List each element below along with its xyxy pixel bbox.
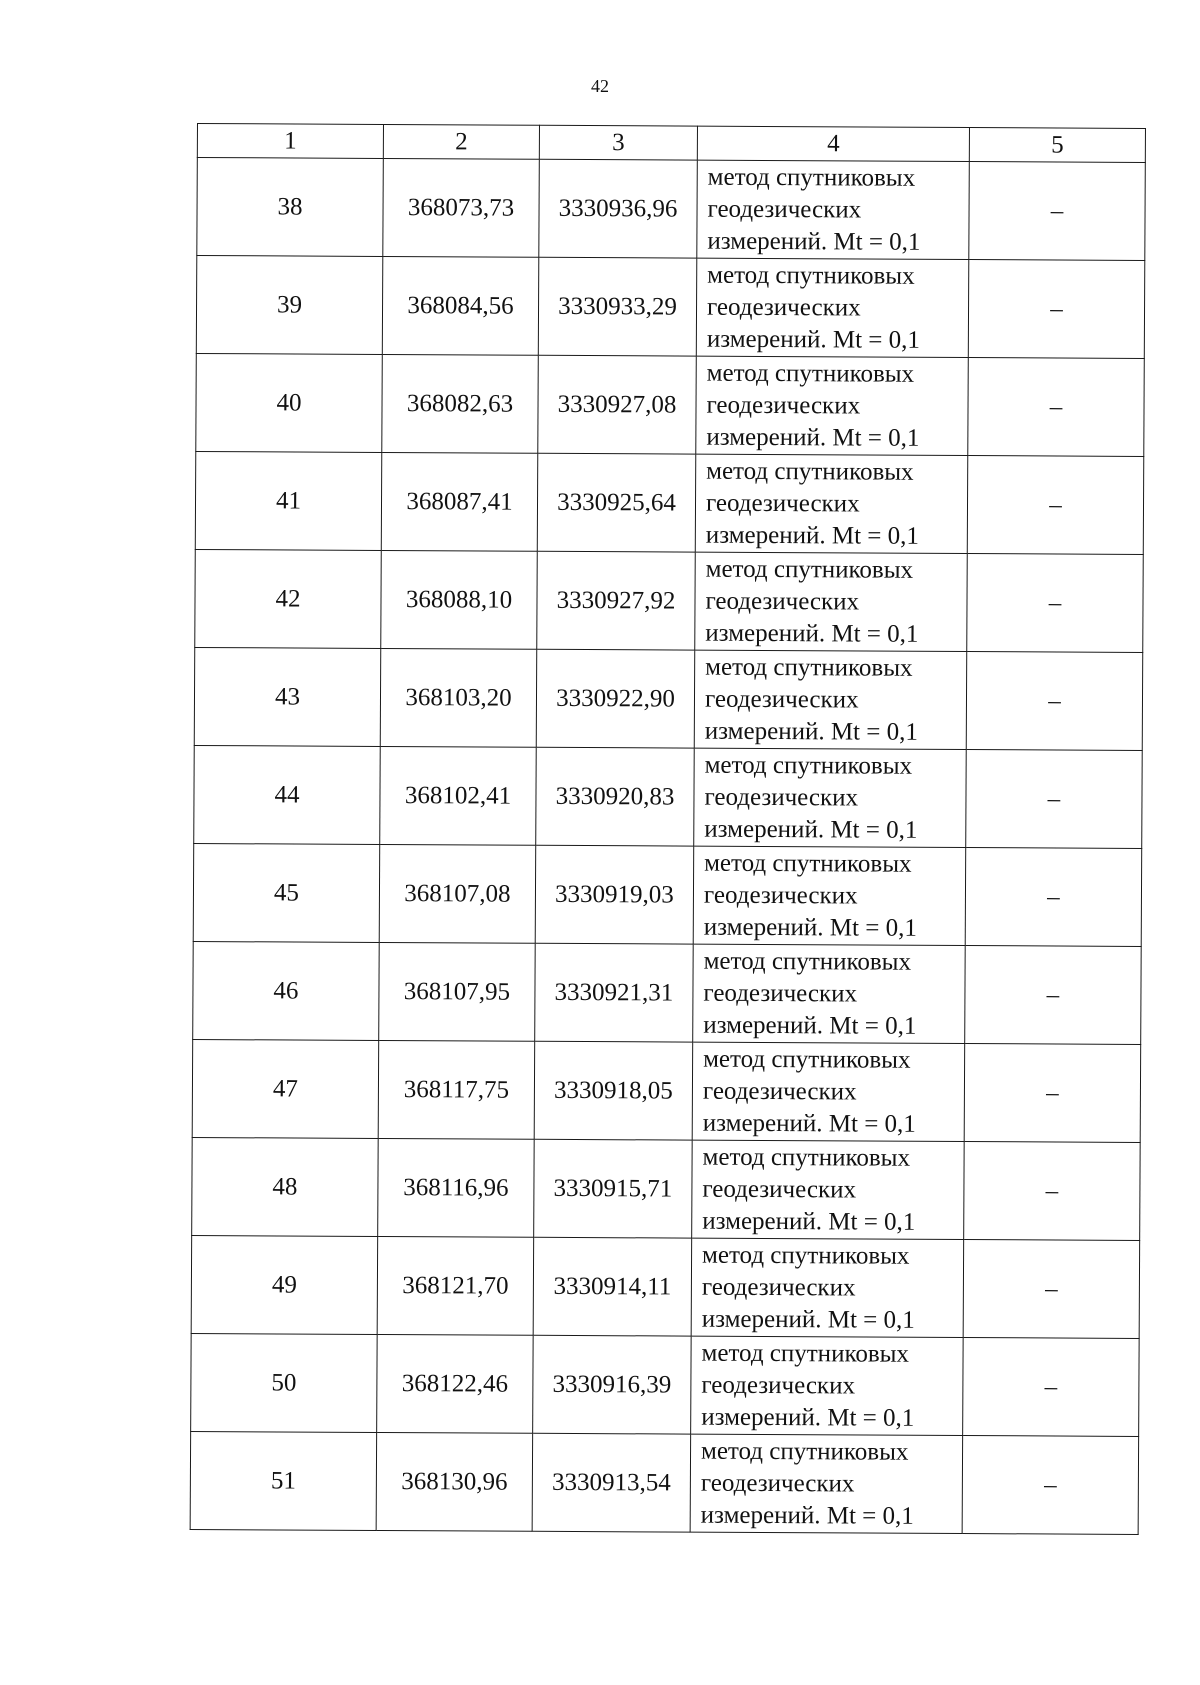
y-coordinate-cell: 3330918,05 [534, 1041, 693, 1140]
note-cell: – [964, 1142, 1141, 1241]
method-line: геодезических [704, 685, 859, 713]
table-row [191, 1333, 1140, 1436]
method-cell [696, 258, 969, 357]
y-coordinate-cell: 3330933,29 [538, 257, 697, 356]
column-header-5: 5 [969, 128, 1145, 163]
method-line: измерений. Mt = 0,1 [700, 1501, 914, 1530]
note-cell: – [968, 358, 1145, 457]
x-coordinate-cell: 368088,10 [381, 550, 538, 649]
note-cell: – [967, 554, 1144, 653]
table-row [192, 1039, 1141, 1142]
method-cell [695, 454, 968, 553]
method-line: геодезических [703, 979, 858, 1007]
x-coordinate-cell: 368121,70 [377, 1236, 534, 1335]
method-line: измерений. Mt = 0,1 [703, 1011, 917, 1040]
method-cell [695, 552, 968, 651]
note-cell: – [967, 456, 1144, 555]
method-line: измерений. Mt = 0,1 [706, 325, 921, 354]
note-cell: – [965, 848, 1142, 947]
table-row [196, 353, 1145, 456]
method-line: метод спутниковых [700, 1437, 909, 1466]
y-coordinate-cell: 3330914,11 [533, 1237, 692, 1336]
note-cell: – [963, 1240, 1140, 1339]
method-line: измерений. Mt = 0,1 [703, 913, 917, 942]
method-line: геодезических [703, 881, 858, 909]
method-line: метод спутниковых [702, 1143, 911, 1172]
table-row [190, 1431, 1139, 1534]
method-line: метод спутниковых [707, 163, 916, 192]
method-line: измерений. Mt = 0,1 [704, 815, 918, 844]
method-line: измерений. Mt = 0,1 [705, 619, 919, 648]
x-coordinate-cell: 368122,46 [377, 1334, 534, 1433]
method-line: измерений. Mt = 0,1 [704, 717, 918, 746]
table-row [195, 451, 1144, 554]
y-coordinate-cell: 3330919,03 [535, 845, 694, 944]
method-cell [694, 748, 967, 847]
point-number-cell: 39 [196, 256, 383, 355]
x-coordinate-cell: 368117,75 [378, 1040, 535, 1139]
method-line: геодезических [707, 195, 862, 223]
method-line: геодезических [705, 489, 860, 517]
method-line: геодезических [704, 783, 859, 811]
note-cell: – [966, 750, 1143, 849]
method-cell [691, 1238, 964, 1337]
y-coordinate-cell: 3330920,83 [536, 747, 695, 846]
note-cell: – [964, 1044, 1141, 1143]
point-number-cell: 43 [194, 647, 381, 746]
table-header [197, 124, 1145, 163]
method-line: геодезических [701, 1273, 856, 1301]
method-line: измерений. Mt = 0,1 [705, 521, 919, 550]
method-line: метод спутниковых [701, 1339, 910, 1368]
table-row [197, 158, 1146, 261]
column-header-1: 1 [197, 124, 383, 159]
x-coordinate-cell: 368107,08 [379, 844, 536, 943]
method-line: метод спутниковых [705, 653, 913, 682]
note-cell: – [966, 652, 1143, 751]
note-cell: – [968, 260, 1145, 359]
y-coordinate-cell: 3330916,39 [533, 1335, 692, 1434]
y-coordinate-cell: 3330925,64 [537, 453, 696, 552]
column-header-2: 2 [383, 124, 539, 159]
note-cell: – [962, 1436, 1139, 1535]
point-number-cell: 47 [192, 1039, 379, 1138]
x-coordinate-cell: 368073,73 [383, 158, 540, 257]
point-number-cell: 38 [197, 158, 384, 257]
x-coordinate-cell: 368107,95 [379, 942, 536, 1041]
x-coordinate-cell: 368102,41 [380, 746, 537, 845]
point-number-cell: 48 [192, 1137, 379, 1236]
y-coordinate-cell: 3330927,92 [537, 551, 696, 650]
x-coordinate-cell: 368084,56 [382, 256, 539, 355]
x-coordinate-cell: 368130,96 [376, 1432, 533, 1531]
header-row [197, 124, 1145, 163]
table-body [190, 158, 1145, 1535]
x-coordinate-cell: 368082,63 [382, 354, 539, 453]
point-number-cell: 41 [195, 451, 382, 550]
method-line: метод спутниковых [704, 751, 913, 780]
table-row [192, 1137, 1141, 1240]
x-coordinate-cell: 368103,20 [380, 648, 537, 747]
point-number-cell: 42 [195, 549, 382, 648]
method-cell [692, 1140, 965, 1239]
method-line: метод спутниковых [707, 261, 915, 290]
method-cell [697, 160, 970, 259]
method-cell [691, 1336, 964, 1435]
method-line: метод спутниковых [703, 1045, 911, 1074]
table-row [194, 647, 1143, 750]
y-coordinate-cell: 3330922,90 [536, 649, 695, 748]
method-line: метод спутниковых [706, 457, 914, 486]
point-number-cell: 51 [190, 1431, 377, 1530]
method-cell [692, 1042, 965, 1141]
table-row [196, 256, 1145, 359]
y-coordinate-cell: 3330927,08 [538, 355, 697, 454]
method-line: измерений. Mt = 0,1 [701, 1403, 915, 1432]
y-coordinate-cell: 3330936,96 [539, 159, 698, 258]
method-line: метод спутниковых [706, 359, 915, 388]
y-coordinate-cell: 3330921,31 [535, 943, 694, 1042]
page-number: 42 [591, 76, 609, 96]
table-row [193, 941, 1142, 1044]
method-line: измерений. Mt = 0,1 [702, 1207, 916, 1236]
method-line: геодезических [701, 1371, 856, 1399]
point-number-cell: 46 [193, 941, 380, 1040]
method-cell [690, 1434, 963, 1533]
method-line: геодезических [700, 1469, 855, 1497]
y-coordinate-cell: 3330915,71 [534, 1139, 693, 1238]
note-cell: – [965, 946, 1142, 1045]
point-number-cell: 50 [191, 1333, 378, 1432]
method-line: метод спутниковых [702, 1241, 910, 1270]
method-cell [693, 846, 966, 945]
note-cell: – [969, 162, 1146, 261]
method-line: метод спутниковых [704, 849, 912, 878]
table-row [195, 549, 1144, 652]
method-line: геодезических [705, 587, 860, 615]
method-line: измерений. Mt = 0,1 [702, 1109, 916, 1138]
method-line: измерений. Mt = 0,1 [707, 227, 921, 256]
point-number-cell: 49 [191, 1235, 378, 1334]
column-header-4: 4 [697, 126, 969, 161]
method-line: метод спутниковых [703, 947, 912, 976]
point-number-cell: 45 [193, 843, 380, 942]
method-line: геодезических [706, 391, 861, 419]
method-line: измерений. Mt = 0,1 [701, 1305, 915, 1334]
table-row [194, 745, 1143, 848]
column-header-3: 3 [539, 125, 697, 160]
note-cell: – [963, 1338, 1140, 1437]
table-row [191, 1235, 1140, 1338]
method-line: геодезических [706, 293, 861, 321]
method-line: измерений. Mt = 0,1 [706, 423, 920, 452]
x-coordinate-cell: 368087,41 [381, 452, 538, 551]
method-cell [693, 944, 966, 1043]
method-line: геодезических [702, 1077, 857, 1105]
y-coordinate-cell: 3330913,54 [532, 1433, 691, 1532]
table-row [193, 843, 1142, 946]
method-line: геодезических [702, 1175, 857, 1203]
method-line: метод спутниковых [705, 555, 914, 584]
method-cell [694, 650, 967, 749]
coordinates-table [190, 123, 1146, 1535]
method-cell [696, 356, 969, 455]
point-number-cell: 40 [196, 353, 383, 452]
x-coordinate-cell: 368116,96 [378, 1138, 535, 1237]
point-number-cell: 44 [194, 745, 381, 844]
